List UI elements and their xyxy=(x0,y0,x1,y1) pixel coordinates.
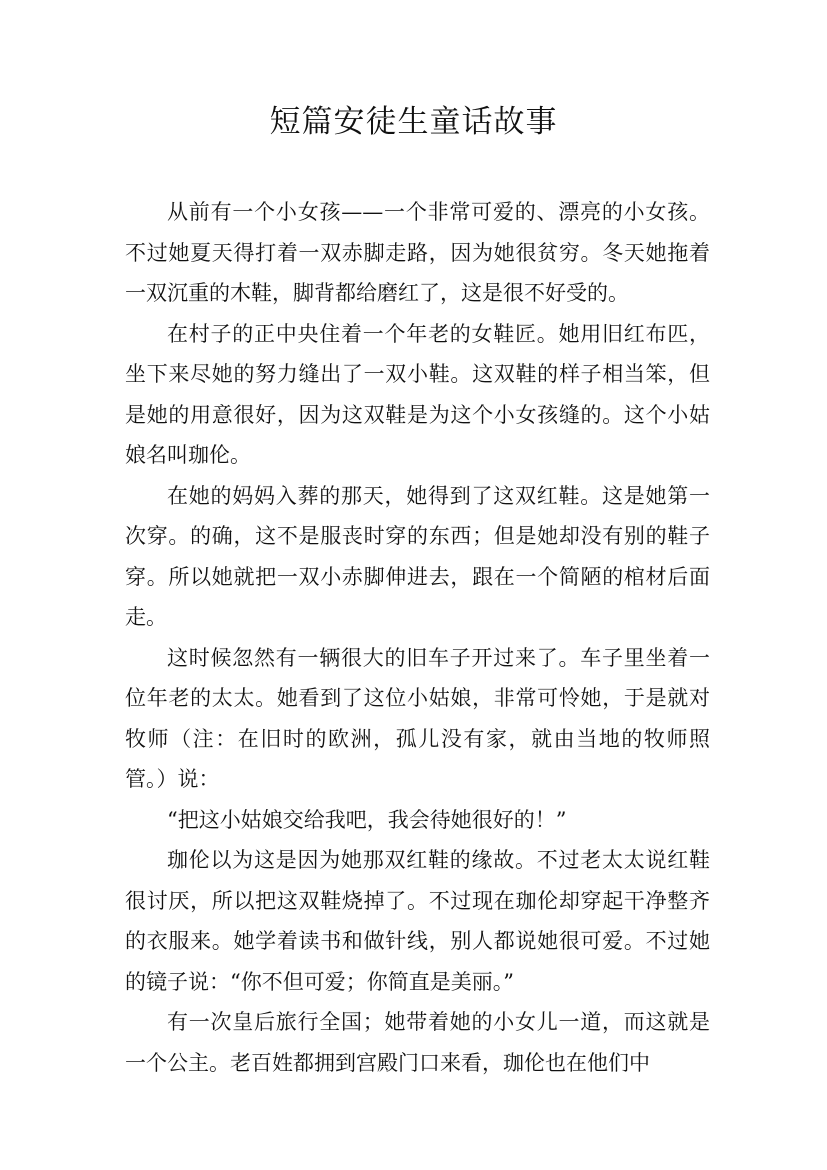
document-title: 短篇安徒生童话故事 xyxy=(269,104,558,140)
paragraph-6: 珈伦以为这是因为她那双红鞋的缘故。不过老太太说红鞋很讨厌，所以把这双鞋烧掉了。不过现在珈伦却穿起干净整齐的衣服来。她学着读书和做针线，别人都说她很可爱。不过她的镜子说：“你不但可爱；你简直是美丽。” xyxy=(125,848,710,994)
paragraph-5-quote: “把这小姑娘交给我吧，我会待她很好的！” xyxy=(167,807,567,832)
paragraph-2: 在村子的正中央住着一个年老的女鞋匠。她用旧红布匹，坐下来尽她的努力缝出了一双小鞋。这双鞋的样子相当笨，但是她的用意很好，因为这双鞋是为这个小女孩缝的。这个小姑娘名叫珈伦。 xyxy=(125,321,710,467)
paragraph-7: 有一次皇后旅行全国；她带着她的小女儿一道，而这就是一个公主。老百姓都拥到宫殿门口来看，珈伦也在他们中 xyxy=(125,1010,710,1075)
document-body xyxy=(125,192,710,1083)
paragraph-1: 从前有一个小女孩——一个非常可爱的、漂亮的小女孩。不过她夏天得打着一双赤脚走路，因为她很贫穷。冬天她拖着一双沉重的木鞋，脚背都给磨红了，这是很不好受的。 xyxy=(125,200,710,305)
paragraph-4: 这时候忽然有一辆很大的旧车子开过来了。车子里坐着一位年老的太太。她看到了这位小姑娘，非常可怜她，于是就对牧师（注：在旧时的欧洲，孤儿没有家，就由当地的牧师照管。）说： xyxy=(125,645,710,791)
paragraph-3: 在她的妈妈入葬的那天，她得到了这双红鞋。这是她第一次穿。的确，这不是服丧时穿的东西；但是她却没有别的鞋子穿。所以她就把一双小赤脚伸进去，跟在一个简陋的棺材后面走。 xyxy=(125,483,710,629)
